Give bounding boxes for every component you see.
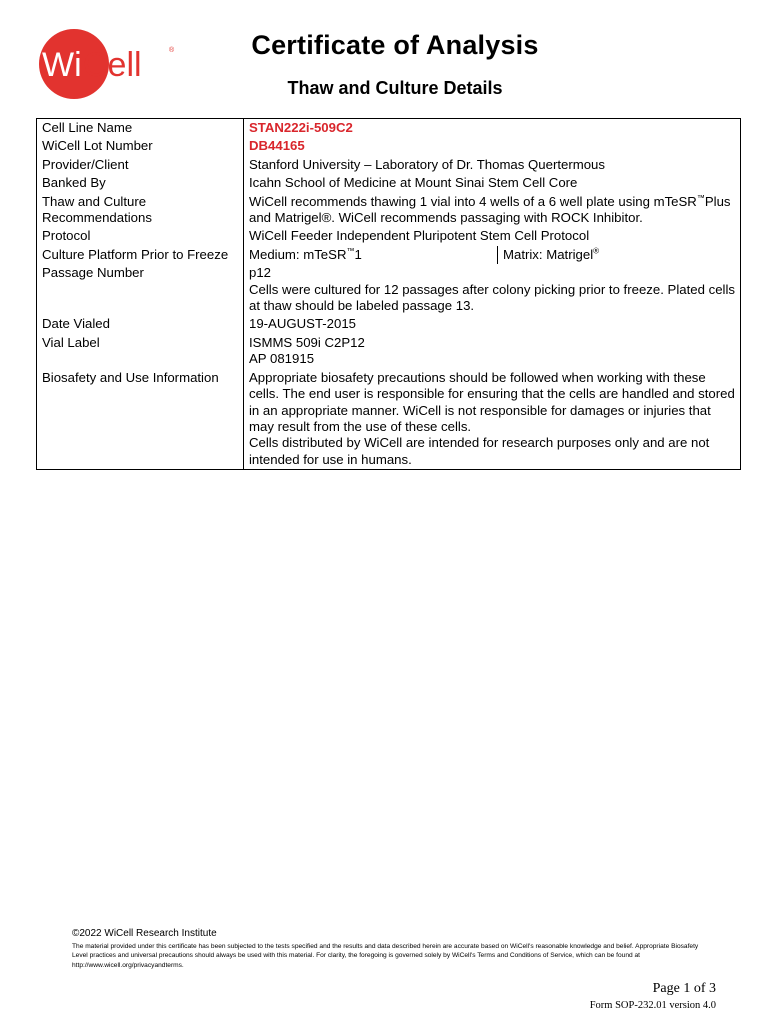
- platform-split: [244, 246, 740, 264]
- biosafety-value: [244, 369, 741, 470]
- row-cell-line-name: [37, 119, 741, 138]
- thaw-value: [244, 193, 741, 228]
- protocol-value: WiCell Feeder Independent Pluripotent Stem Cell Protocol: [249, 228, 590, 244]
- page-title: Certificate of Analysis: [251, 30, 539, 60]
- copyright: ©2022 WiCell Research Institute: [72, 928, 217, 939]
- medium-part-a: Medium: mTeSR: [249, 246, 347, 262]
- vial-label-label: Vial Label: [37, 334, 244, 369]
- thaw-label: Thaw and Culture Recommendations: [37, 193, 244, 228]
- footer: [72, 928, 712, 970]
- passage-label: Passage Number: [37, 264, 244, 315]
- logo-registered-mark: ®: [169, 47, 175, 54]
- provider-value: Stanford University – Laboratory of Dr. Thomas Quertermous: [249, 156, 605, 172]
- cell-line-name-value: STAN222i-509C2: [249, 120, 353, 135]
- passage-number: p12: [249, 265, 272, 281]
- platform-value: [244, 246, 741, 264]
- row-protocol: [37, 227, 741, 245]
- row-vial-label: [37, 334, 741, 369]
- passage-value: [244, 264, 741, 315]
- platform-label: Culture Platform Prior to Freeze: [37, 246, 244, 264]
- vial-label-line1: ISMMS 509i C2P12: [249, 334, 365, 350]
- row-biosafety: [37, 369, 741, 470]
- thaw-value-part-b: Plus and Matrigel®. WiCell recommends passaging with ROCK Inhibitor.: [249, 193, 731, 226]
- vial-label-line2: AP 081915: [249, 351, 315, 367]
- biosafety-label: Biosafety and Use Information: [37, 369, 244, 470]
- date-vialed-value: 19-AUGUST-2015: [249, 316, 357, 332]
- row-lot-number: [37, 137, 741, 155]
- vial-label-value: [244, 334, 741, 369]
- logo-wi-text: Wi: [42, 46, 82, 84]
- page-subtitle: Thaw and Culture Details: [287, 78, 503, 98]
- passage-note: Cells were cultured for 12 passages after colony picking prior to freeze. Plated cells at thaw should be labeled passage 13.: [249, 281, 735, 314]
- cell-line-name-label: Cell Line Name: [37, 119, 244, 138]
- lot-number-value: DB44165: [249, 138, 305, 154]
- platform-medium: [244, 246, 498, 264]
- thaw-value-part-a: WiCell recommends thawing 1 vial into 4 wells of a 6 well plate using mTeSR: [249, 193, 697, 209]
- details-table: [36, 118, 741, 470]
- row-banked-by: [37, 174, 741, 192]
- protocol-label: Protocol: [37, 227, 244, 245]
- row-provider: [37, 156, 741, 174]
- row-platform: [37, 246, 741, 264]
- biosafety-para1: Appropriate biosafety precautions should be followed when working with these cells. The end user is responsible for ensuring that the cells are handled and stored in an appropriate manner. WiCell is not responsible for damages or injuries that may result from the use of these cells.: [249, 369, 735, 434]
- row-passage: [37, 264, 741, 315]
- medium-tm-mark: ™: [346, 246, 355, 256]
- medium-part-b: 1: [354, 246, 362, 262]
- platform-matrix: [498, 246, 604, 264]
- row-thaw: [37, 193, 741, 228]
- lot-number-label: WiCell Lot Number: [37, 137, 244, 155]
- matrix-part-a: Matrix: Matrigel: [503, 246, 594, 262]
- date-vialed-label: Date Vialed: [37, 315, 244, 333]
- form-version: Form SOP-232.01 version 4.0: [589, 1000, 716, 1011]
- thaw-tm-mark: ™: [696, 193, 705, 203]
- disclaimer: The material provided under this certificate has been subjected to the tests specified and the results and data described herein are accurate based on WiCell's reasonable knowledge and belief. Appropriate Biosafety Level practices and universal precautions should always be used with this material. For clarity, the foregoing is governed solely by WiCell's Terms and Conditions of Service, which can be found at http://www.wicell.org/privacyandterms.: [72, 943, 699, 969]
- row-date-vialed: [37, 315, 741, 333]
- page-number: Page 1 of 3: [652, 981, 716, 996]
- banked-by-label: Banked By: [37, 174, 244, 192]
- biosafety-para2: Cells distributed by WiCell are intended for research purposes only and are not intended for use in humans.: [249, 435, 710, 467]
- banked-by-value: Icahn School of Medicine at Mount Sinai Stem Cell Core: [249, 175, 578, 191]
- logo-cell-text: Cell: [83, 46, 142, 84]
- provider-label: Provider/Client: [37, 156, 244, 174]
- matrix-reg-mark: ®: [593, 246, 600, 256]
